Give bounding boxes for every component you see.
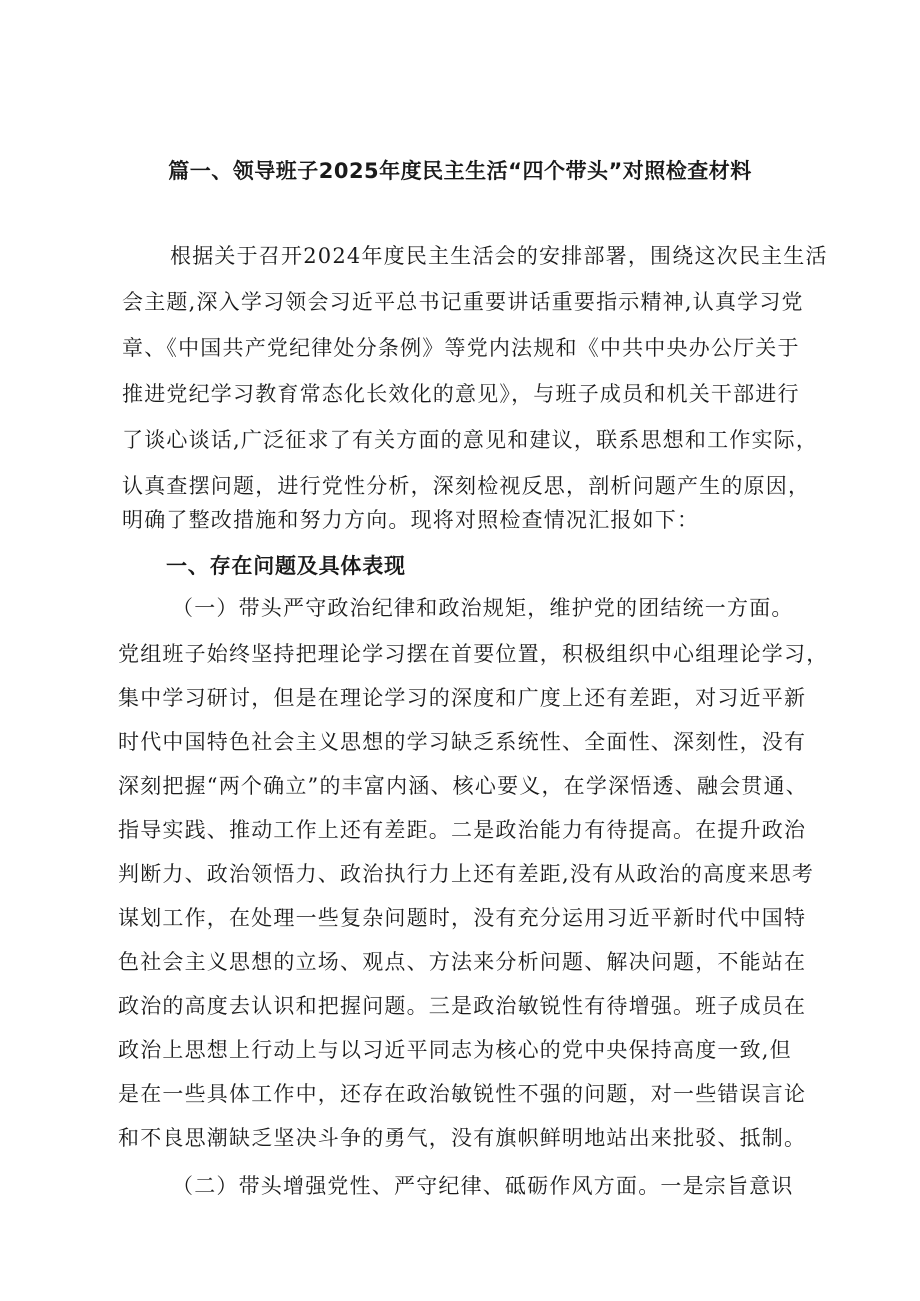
subsection-line: 是在一些具体工作中，还存在政治敏锐性不强的问题，对一些错误言论: [118, 1082, 807, 1106]
subsection-line: 政治的高度去认识和把握问题。三是政治敏锐性有待增强。班子成员在: [118, 994, 807, 1018]
section-heading: 一、存在问题及具体表现: [166, 554, 406, 578]
subsection-line: 时代中国特色社会主义思想的学习缺乏系统性、全面性、深刻性，没有: [118, 730, 807, 754]
subsection-line: 色社会主义思想的立场、观点、方法来分析问题、解决问题，不能站在: [118, 950, 807, 974]
intro-line: 认真查摆问题，进行党性分析，深刻检视反思，剖析问题产生的原因，: [122, 474, 811, 498]
intro-line: 根据关于召开2024年度民主生活会的安排部署，围绕这次民主生活: [170, 244, 828, 268]
subsection-line: （一）带头严守政治纪律和政治规矩，维护党的团结统一方面。: [172, 596, 794, 620]
subsection-line: 集中学习研讨，但是在理论学习的深度和广度上还有差距，对习近平新: [118, 686, 807, 710]
subsection-line: 政治上思想上行动上与以习近平同志为核心的党中央保持高度一致,但: [118, 1038, 792, 1062]
intro-line: 了谈心谈话,广泛征求了有关方面的意见和建议，联系思想和工作实际，: [122, 428, 819, 452]
intro-line: 明确了整改措施和努力方向。现将对照检查情况汇报如下：: [122, 508, 700, 532]
intro-line: 会主题,深入学习领会习近平总书记重要讲话重要指示精神,认真学习党: [122, 290, 804, 314]
subsection-line: 判断力、政治领悟力、政治执行力上还有差距,没有从政治的高度来思考: [118, 862, 815, 886]
subsection-line: 指导实践、推动工作上还有差距。二是政治能力有待提高。在提升政治: [118, 818, 807, 842]
subsection-line: 深刻把握“两个确立”的丰富内涵、核心要义，在学深悟透、融会贯通、: [118, 774, 808, 798]
subsection-line: （二）带头增强党性、严守纪律、砥砺作风方面。一是宗旨意识: [172, 1174, 794, 1198]
intro-line: 推进党纪学习教育常态化长效化的意见》，与班子成员和机关干部进行: [122, 382, 800, 406]
intro-line: 章、《中国共产党纪律处分条例》等党内法规和《中共中央办公厅关于: [122, 336, 800, 360]
document-title: 篇一、领导班子2025年度民主生活“四个带头”对照检查材料: [168, 159, 752, 183]
subsection-line: 党组班子始终坚持把理论学习摆在首要位置，积极组织中心组理论学习，: [118, 642, 829, 666]
subsection-line: 谋划工作，在处理一些复杂问题时，没有充分运用习近平新时代中国特: [118, 906, 807, 930]
subsection-line: 和不良思潮缺乏坚决斗争的勇气，没有旗帜鲜明地站出来批驳、抵制。: [118, 1126, 807, 1150]
